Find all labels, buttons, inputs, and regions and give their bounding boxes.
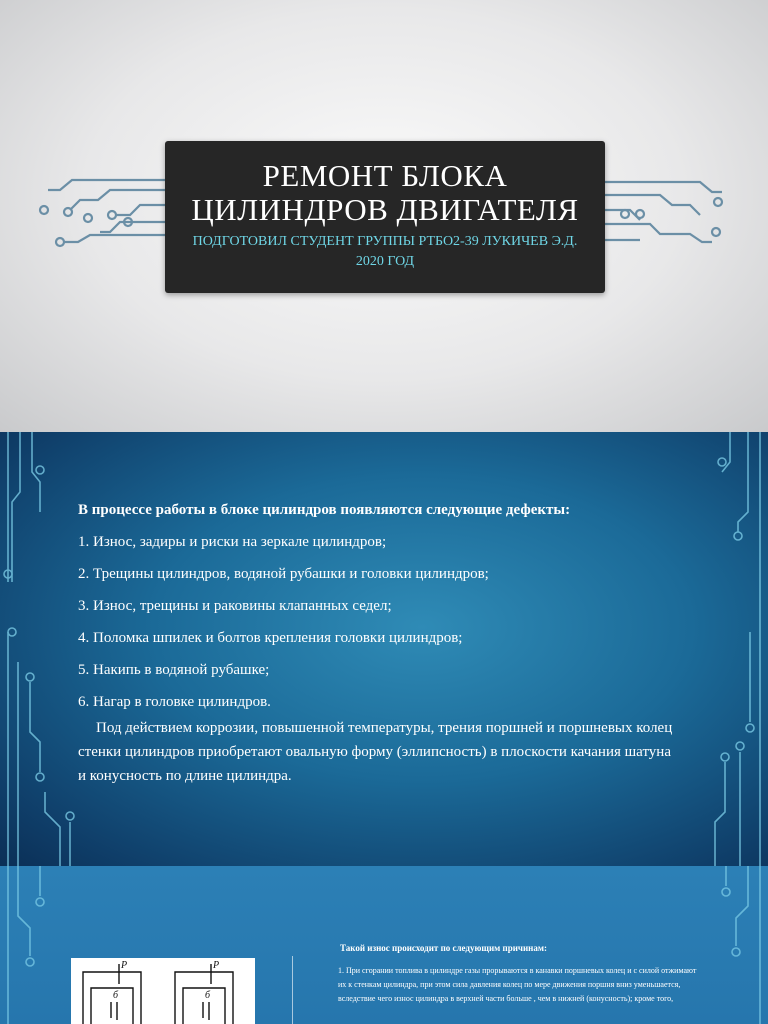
subtitle-year: 2020 ГОД [355,254,415,269]
diagram-label-b-right: б [205,990,211,1001]
causes-heading: Такой износ происходит по следующим причинам: [340,943,547,953]
wear-paragraph: Под действием коррозии, повышенной температуры, трения поршней и поршневых колец стенки цилиндров приобретают овальную форму (эллипсность) в плоскости качания шатуна и конусность по длине цилиндра. [78,720,673,784]
defects-content [78,500,678,788]
title-box [165,141,605,293]
piston-sketch [71,958,255,1024]
diagram-label-b-left: б [113,990,119,1001]
vertical-divider [292,956,293,1024]
defects-slide [0,432,768,866]
defect-item: 4. Поломка шпилек и болтов крепления головки цилиндров; [78,630,463,646]
defects-heading: В процессе работы в блоке цилиндров появляются следующие дефекты: [78,502,571,518]
diagram-label-p-left: P [121,960,128,971]
defect-item: 6. Нагар в головке цилиндров. [78,694,271,710]
defect-item: 1. Износ, задиры и риски на зеркале цилиндров; [78,534,387,550]
defect-item: 3. Износ, трещины и раковины клапанных седел; [78,598,392,614]
causes-text: 1. При сгорании топлива в цилиндре газы прорываются в канавки поршневых колец и с силой отжимают их к стенкам цилиндра, при этом сила давления колец по мере движения поршня вниз уменьшается, вследствие чего износ цилиндра в верхней части больше , чем в нижней (конусность); кроме того, [338,966,697,1003]
title-slide [0,0,768,432]
defect-item: 2. Трещины цилиндров, водяной рубашки и головки цилиндров; [78,566,489,582]
title-line-2: ЦИЛИНДРОВ ДВИГАТЕЛЯ [191,192,579,227]
defect-item: 5. Накипь в водяной рубашке; [78,662,270,678]
cylinder-wear-diagram [71,958,255,1024]
subtitle-author: ПОДГОТОВИЛ СТУДЕНТ ГРУППЫ РТБО2-39 ЛУКИЧЕВ Э.Д. [192,234,578,249]
diagram-label-p-right: P [213,960,220,971]
wear-causes-slide [0,866,768,1024]
title-line-1: РЕМОНТ БЛОКА [262,158,508,193]
